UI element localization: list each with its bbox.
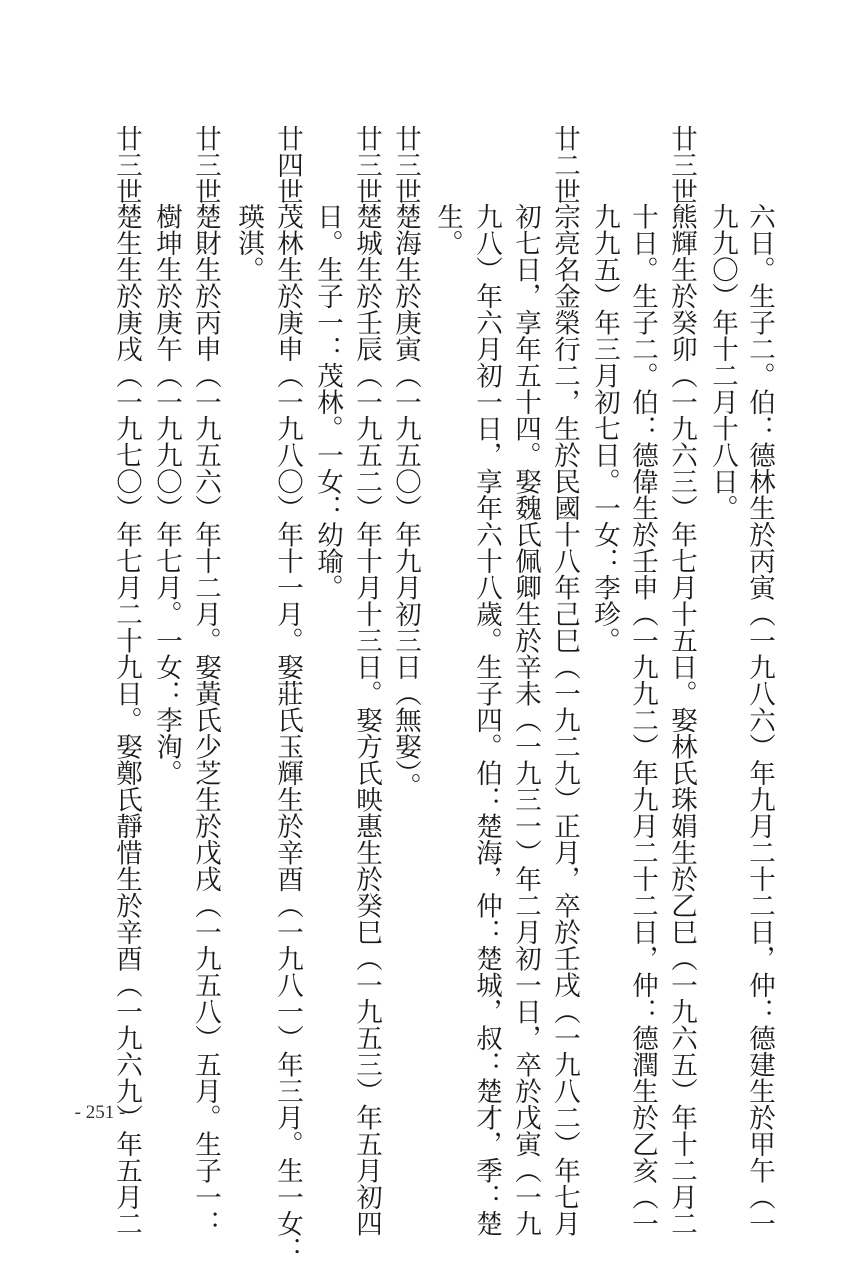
generation-label: 廿三世 (666, 125, 697, 205)
text-column: 楚財生於丙申（一九五六）年十二月。娶黃氏少芝生於戊戌（一九五八）五月。生子一： (190, 203, 221, 1237)
text-column: 樹坤生於庚午（一九九〇）年七月。一女：李洵。 (151, 203, 182, 786)
text-column: 九九〇）年十二月十八日。 (707, 203, 738, 521)
text-column: 楚生生於庚戌（一九七〇）年七月二十九日。娶鄭氏靜惜生於辛酉（一九六九）年五月二 (111, 203, 142, 1237)
generation-label: 廿三世 (111, 125, 142, 205)
text-column: 熊輝生於癸卯（一九六三）年七月十五日。娶林氏珠娟生於乙巳（一九六五）年十二月二 (666, 203, 697, 1237)
text-column: 初七日，享年五十四。娶魏氏佩卿生於辛未（一九三一）年二月初一日，卒於戊寅（一九 (510, 203, 541, 1237)
generation-label: 廿四世 (272, 125, 303, 205)
text-column: 宗亮名金榮行二，生於民國十八年己巳（一九二九）正月，卒於壬戌（一九八二）年七月 (549, 203, 580, 1237)
text-column: 茂林生於庚申（一九八〇）年十一月。娶莊氏玉輝生於辛酉（一九八一）年三月。生一女： (272, 203, 303, 1263)
generation-label: 廿三世 (190, 125, 221, 205)
generation-label: 廿三世 (351, 125, 382, 205)
page-number: - 251 - (74, 1102, 126, 1123)
text-column: 六日。生子二。伯：德林生於丙寅（一九八六）年九月二十二日，仲：德建生於甲午（一 (744, 203, 775, 1237)
text-column: 九八）年六月初一日，享年六十八歲。生子四。伯：楚海，仲：楚城，叔：楚才，季：楚 (471, 203, 502, 1237)
generation-label: 廿三世 (390, 125, 421, 205)
text-column: 九九五）年三月初七日。一女：李珍。 (589, 203, 620, 654)
text-column: 瑛淇。 (233, 203, 264, 283)
text-column: 楚城生於壬辰（一九五二）年十月十三日。娶方氏映惠生於癸巳（一九五三）年五月初四 (351, 203, 382, 1237)
text-column: 楚海生於庚寅（一九五〇）年九月初三日（無娶）。 (390, 203, 421, 800)
generation-label: 廿二世 (549, 125, 580, 205)
text-column: 十日。生子二。伯：德偉生於壬申（一九九二）年九月二十二日，仲：德潤生於乙亥（一 (627, 203, 658, 1237)
text-column: 生。 (432, 203, 463, 256)
text-column: 日。生子一：茂林。一女：幼瑜。 (312, 203, 343, 601)
